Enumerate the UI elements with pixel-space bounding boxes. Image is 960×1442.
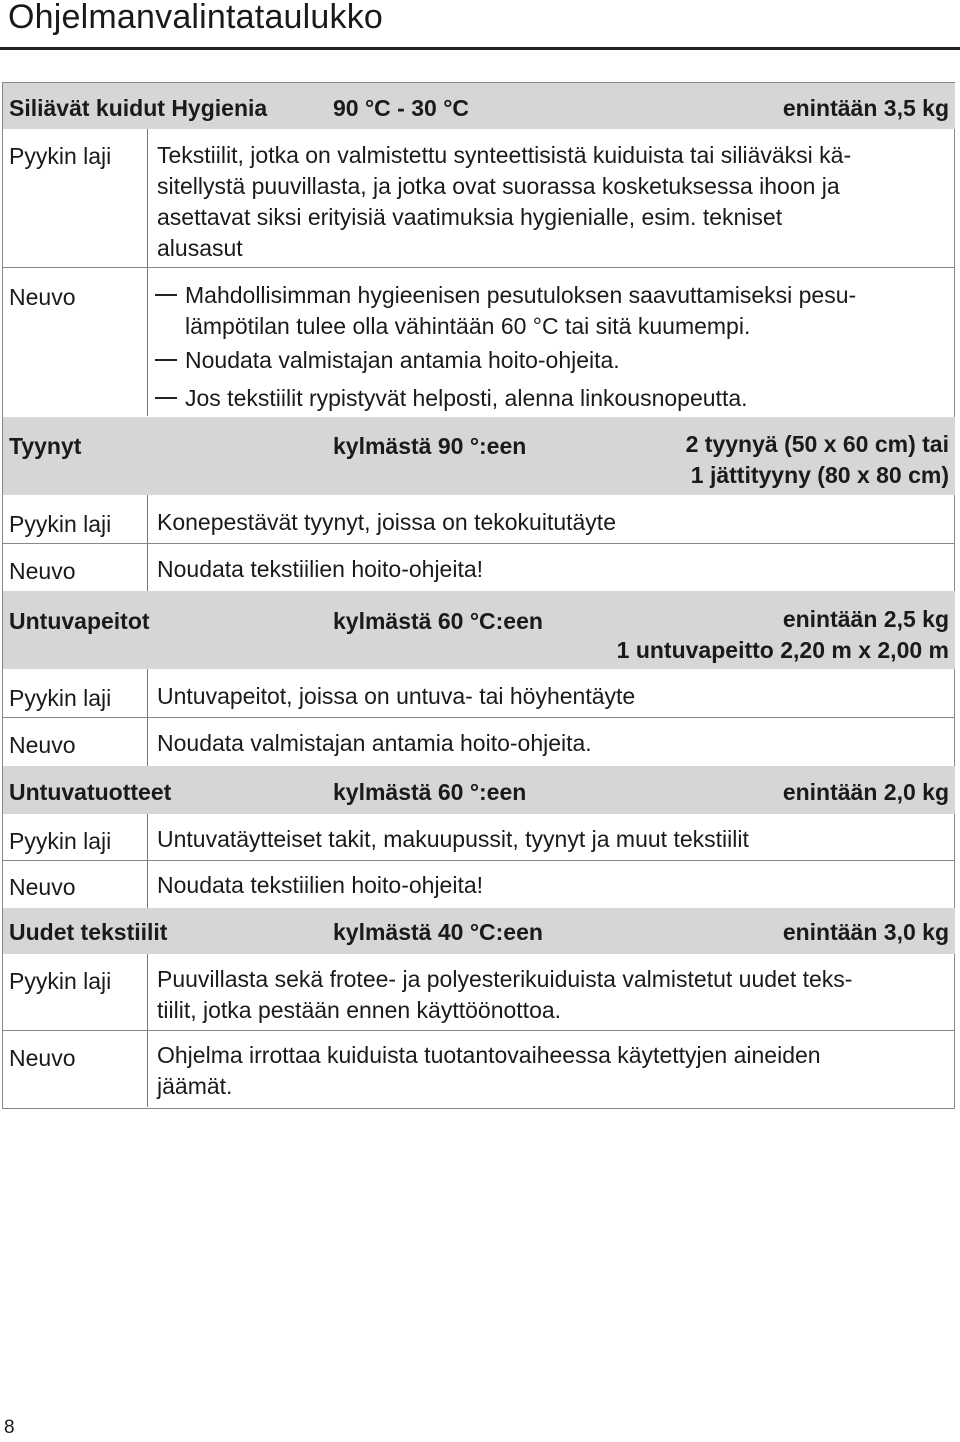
section-name: Untuvapeitot	[9, 608, 150, 634]
section-temperature: kylmästä 90 °:een	[333, 433, 527, 459]
text-line: Jos tekstiilit rypistyvät helposti, alenna linkousnopeutta.	[185, 385, 748, 411]
section-temperature: kylmästä 40 °C:een	[333, 919, 543, 945]
text-line: sitellystä puuvillasta, ja jotka ovat suorassa kosketuksessa ihoon ja	[157, 173, 840, 199]
section-temperature: kylmästä 60 °C:een	[333, 608, 543, 634]
text-line: 1 jättityyny (80 x 80 cm)	[690, 462, 949, 488]
label-advice: Neuvo	[9, 874, 76, 900]
section-load: enintään 2,0 kg	[782, 779, 949, 805]
advice-text: Noudata tekstiilien hoito-ohjeita!	[157, 556, 484, 582]
section-name: Uudet tekstiilit	[9, 919, 168, 945]
dash-marker	[155, 359, 177, 361]
label-laundry-type: Pyykin laji	[9, 143, 112, 169]
row-divider	[3, 267, 955, 268]
label-advice: Neuvo	[9, 284, 76, 310]
title-divider	[0, 47, 960, 50]
text-line: lämpötilan tulee olla vähintään 60 °C tai sitä kuumempi.	[185, 313, 751, 339]
text-line: 1 untuvapeitto 2,20 m x 2,00 m	[616, 637, 949, 663]
section-header-hygiene	[3, 83, 955, 129]
row-divider	[3, 543, 955, 544]
text-line: enintään 2,5 kg	[782, 606, 949, 632]
dash-marker	[155, 397, 177, 399]
section-load: enintään 3,0 kg	[782, 919, 949, 945]
label-advice: Neuvo	[9, 1045, 76, 1071]
page-title: Ohjelmanvalintataulukko	[8, 0, 384, 36]
text-line: tiilit, jotka pestään ennen käyttöönottoa.	[157, 997, 562, 1023]
text-line: Mahdollisimman hygieenisen pesutuloksen saavuttamiseksi pesu-	[185, 282, 857, 308]
section-temperature: 90 °C - 30 °C	[333, 95, 470, 121]
text-line: jäämät.	[157, 1073, 233, 1099]
text-line: Noudata valmistajan antamia hoito-ohjeita.	[185, 347, 620, 373]
row-divider	[3, 1030, 955, 1031]
section-header-new-textiles	[3, 908, 955, 954]
text-line: Puuvillasta sekä frotee- ja polyesterikuiduista valmistetut uudet teks-	[157, 966, 853, 992]
text-line: asettavat siksi erityisiä vaatimuksia hygienialle, esim. tekniset	[157, 204, 783, 230]
advice-text: Noudata tekstiilien hoito-ohjeita!	[157, 872, 484, 898]
column-divider	[147, 814, 148, 908]
label-laundry-type: Pyykin laji	[9, 828, 112, 854]
column-divider	[147, 268, 148, 416]
section-load: enintään 3,5 kg	[782, 95, 949, 121]
label-advice: Neuvo	[9, 732, 76, 758]
section-header-duvets	[3, 591, 955, 669]
row-divider	[3, 717, 955, 718]
section-temperature: kylmästä 60 °:een	[333, 779, 527, 805]
laundry-description	[157, 140, 947, 264]
laundry-description: Untuvatäytteiset takit, makuupussit, tyynyt ja muut tekstiilit	[157, 826, 749, 852]
section-header-down-products	[3, 766, 955, 814]
text-line: 2 tyynyä (50 x 60 cm) tai	[685, 431, 949, 457]
dash-marker	[155, 294, 177, 296]
section-header-pillows	[3, 417, 955, 495]
label-laundry-type: Pyykin laji	[9, 511, 112, 537]
laundry-description	[157, 964, 947, 1026]
laundry-description: Konepestävät tyynyt, joissa on tekokuitutäyte	[157, 509, 616, 535]
row-divider	[3, 860, 955, 861]
label-laundry-type: Pyykin laji	[9, 968, 112, 994]
page-number: 8	[4, 1417, 15, 1438]
text-line: Tekstiilit, jotka on valmistettu synteettisistä kuiduista tai siliäväksi kä-	[157, 142, 852, 168]
section-load	[686, 429, 949, 491]
label-laundry-type: Pyykin laji	[9, 685, 112, 711]
section-name: Tyynyt	[9, 433, 82, 459]
text-line: Ohjelma irrottaa kuiduista tuotantovaiheessa käytettyjen aineiden	[157, 1042, 821, 1068]
advice-text: Noudata valmistajan antamia hoito-ohjeita.	[157, 730, 592, 756]
advice-text	[157, 1040, 947, 1102]
laundry-description: Untuvapeitot, joissa on untuva- tai höyhentäyte	[157, 683, 636, 709]
section-name: Siliävät kuidut Hygienia	[9, 95, 268, 121]
text-line: alusasut	[157, 235, 243, 261]
section-load	[617, 604, 949, 666]
section-name: Untuvatuotteet	[9, 779, 172, 805]
column-divider	[147, 129, 148, 267]
label-advice: Neuvo	[9, 558, 76, 584]
